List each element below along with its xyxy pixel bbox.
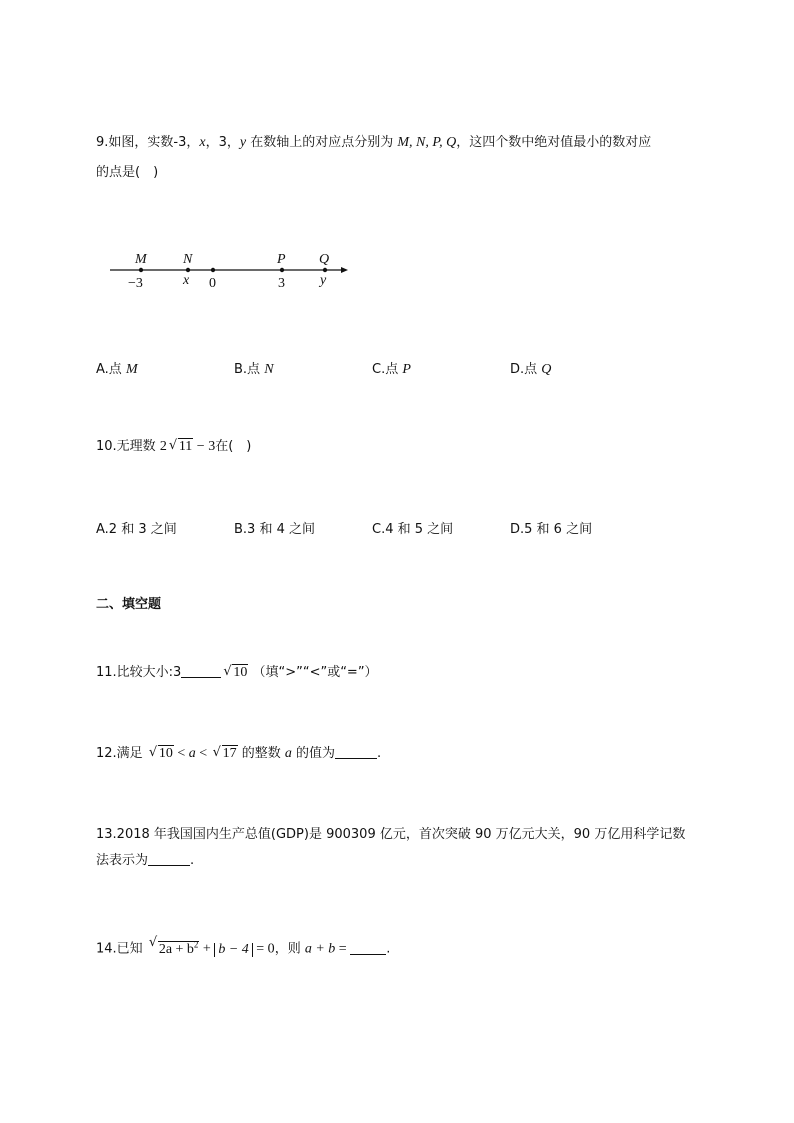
- sqrt-icon: [149, 745, 174, 763]
- q14-expr: a + b: [304, 941, 336, 957]
- q14-abs: b − 4: [214, 943, 252, 957]
- q9-points: M, N, P, Q: [397, 135, 457, 150]
- tick-3: 3: [278, 276, 285, 291]
- q14-line: [96, 935, 390, 959]
- tick-neg3: −3: [128, 276, 143, 291]
- q12-suffix: 的值为: [291, 746, 336, 761]
- q11-radicand: 10: [233, 665, 248, 680]
- q14-mid: ，则: [274, 941, 305, 957]
- q9-line2: 的点是( ): [96, 165, 159, 180]
- q14-plus: +: [199, 941, 215, 957]
- tick-y: y: [320, 273, 327, 288]
- option-prefix: A.点: [96, 362, 126, 377]
- q10-tail: − 3: [193, 439, 216, 454]
- q10-option-d: D.5 和 6 之间: [510, 522, 593, 537]
- q12-radicand2: 17: [222, 746, 237, 761]
- q9-text-post: ，这四个数中绝对值最小的数对应: [456, 135, 652, 150]
- label-q: Q: [319, 252, 330, 267]
- q9-option-d: [510, 358, 551, 378]
- label-n: N: [183, 252, 193, 267]
- point-q: [323, 268, 327, 272]
- number-line-arrow: [341, 267, 348, 273]
- q13-text: 法表示为: [96, 853, 149, 868]
- q12-op2: <: [195, 746, 211, 761]
- q9-mid: 在数轴上的对应点分别为: [246, 135, 398, 150]
- q11-prefix: 11.比较大小:3: [96, 665, 182, 680]
- answer-blank[interactable]: [181, 677, 221, 678]
- number-line-figure: [105, 246, 365, 292]
- option-prefix: D.点: [510, 362, 542, 377]
- sqrt-icon: [149, 935, 200, 959]
- answer-blank[interactable]: [335, 758, 377, 759]
- q14-end: .: [386, 941, 391, 957]
- tick-x: x: [183, 273, 190, 288]
- q9-option-c: [372, 358, 411, 378]
- q10-line: [96, 438, 251, 456]
- point-m: [139, 268, 143, 272]
- q13-line2: [96, 852, 194, 870]
- q10-option-c: C.4 和 5 之间: [372, 522, 454, 537]
- q13-line1: 13.2018 年我国国内生产总值(GDP)是 900309 亿元，首次突破 90 万亿元大关，90 万亿用科学记数: [96, 827, 686, 842]
- q14-radicand: [158, 941, 200, 957]
- label-p: P: [277, 252, 286, 267]
- q9-sep: ，3，: [205, 135, 240, 150]
- option-prefix: C.点: [372, 362, 403, 377]
- q11-suffix: （填“>”“<”或“=”）: [252, 665, 378, 680]
- q12-mid: 的整数: [237, 746, 285, 761]
- q14-eq2: =: [335, 941, 351, 957]
- q11-line: [96, 664, 378, 682]
- q9-text-pre: 9.如图，实数-3，: [96, 135, 200, 150]
- q12-end: .: [377, 746, 382, 761]
- q12-op1: <: [173, 746, 189, 761]
- q14-exponent: 2: [193, 939, 199, 949]
- option-var: P: [402, 362, 411, 377]
- q9-option-a: [96, 358, 138, 378]
- q12-var-a: a: [188, 746, 196, 761]
- option-var: N: [264, 362, 274, 377]
- q9-line1: [96, 134, 651, 152]
- answer-blank[interactable]: [350, 954, 386, 955]
- option-var: M: [125, 362, 138, 377]
- q9-option-b: [234, 358, 274, 378]
- q10-option-a: A.2 和 3 之间: [96, 522, 177, 537]
- q12-radicand1: 10: [158, 746, 173, 761]
- q10-radicand: 11: [178, 439, 193, 454]
- option-var: Q: [541, 362, 552, 377]
- q12-line: [96, 745, 381, 763]
- label-m: M: [135, 252, 147, 267]
- q14-eq: = 0: [252, 941, 275, 957]
- sqrt-icon: [223, 664, 248, 682]
- option-prefix: B.点: [234, 362, 265, 377]
- tick-0: 0: [209, 276, 216, 291]
- q10-option-b: B.3 和 4 之间: [234, 522, 315, 537]
- q12-var-a2: a: [284, 746, 292, 761]
- q14-prefix: 14.已知: [96, 941, 147, 957]
- q9-var-y: y: [239, 135, 247, 150]
- q13-end: .: [190, 853, 195, 868]
- sqrt-icon: [169, 438, 193, 456]
- q10-coef: 2: [159, 439, 167, 454]
- answer-blank[interactable]: [148, 865, 190, 866]
- sqrt-icon: [213, 745, 238, 763]
- q10-suffix: 在( ): [215, 439, 252, 454]
- q12-prefix: 12.满足: [96, 746, 147, 761]
- q10-prefix: 10.无理数: [96, 439, 160, 454]
- section-title: 二、填空题: [96, 597, 162, 612]
- q9-var-x: x: [199, 135, 206, 150]
- point-p: [280, 268, 284, 272]
- q14-radicand-base: 2a + b: [158, 941, 194, 957]
- point-origin: [211, 268, 215, 272]
- point-n: [186, 268, 190, 272]
